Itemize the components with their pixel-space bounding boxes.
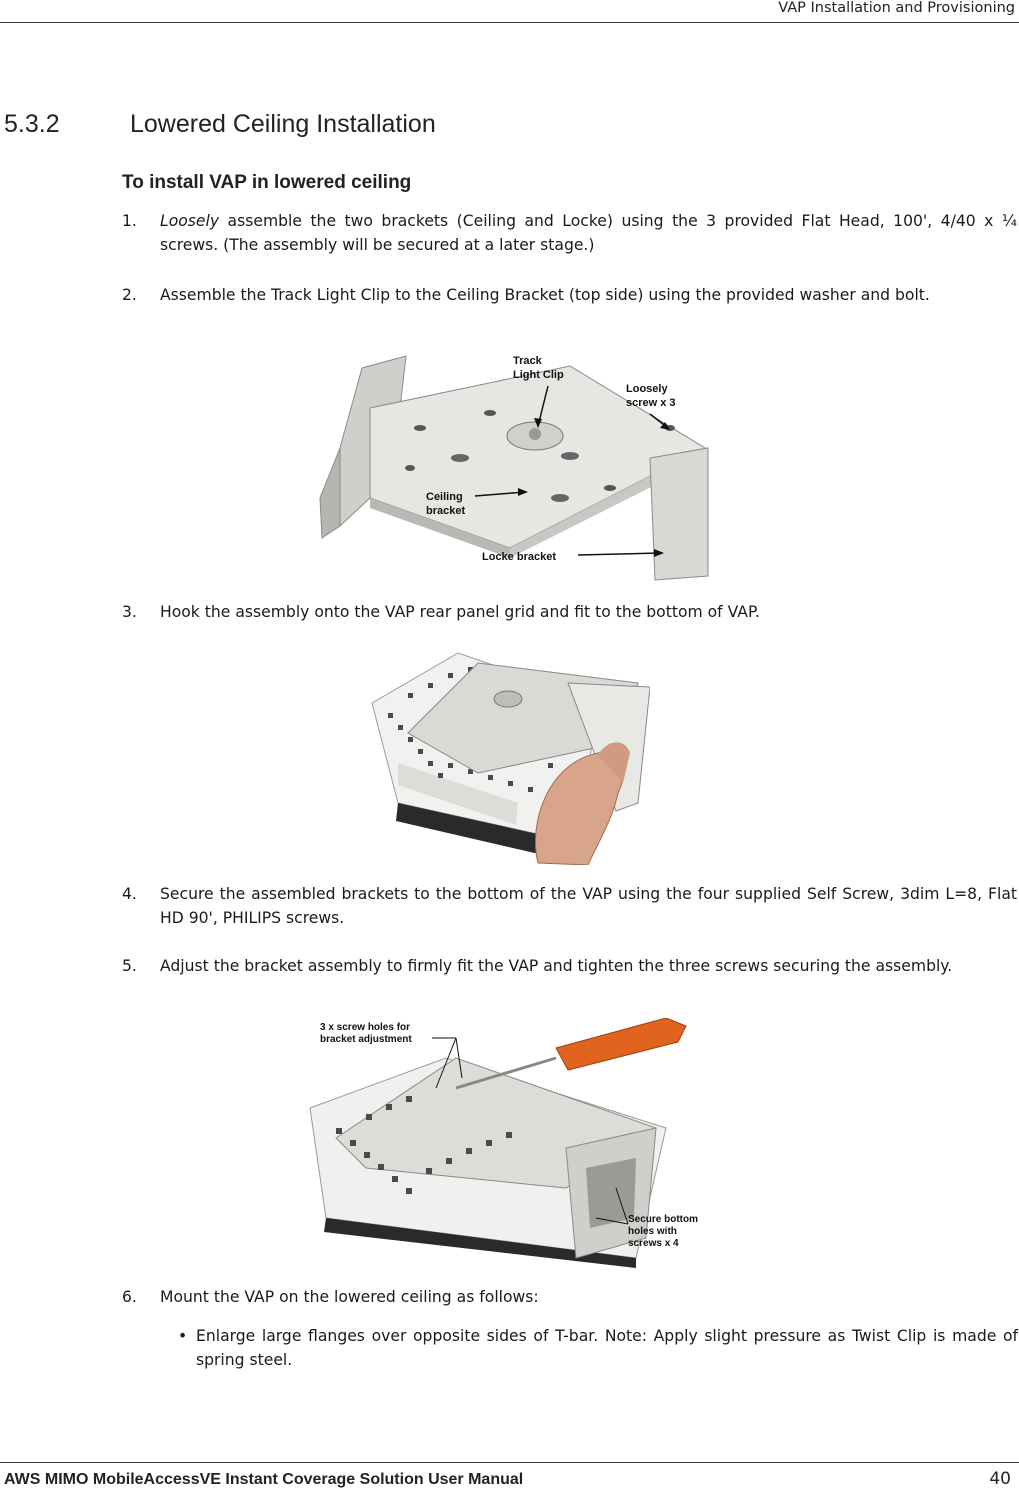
label-light-clip: Light Clip: [513, 369, 564, 381]
step-4: [122, 882, 1017, 930]
manual-title: AWS MIMO MobileAccessVE Instant Coverage Solution User Manual: [4, 1471, 524, 1488]
label-loosely: Loosely: [626, 383, 668, 395]
step-text: Secure the assembled brackets to the bottom of the VAP using the four supplied Self Screw, 3dim L=8, Flat HD 90', PHILIPS screws.: [160, 885, 1017, 927]
label-screw-holes: 3 x screw holes for: [320, 1022, 411, 1033]
bracket-adjust-figure: [306, 1018, 716, 1268]
label-holes-with: holes with: [628, 1226, 677, 1237]
step-emphasis: Loosely: [160, 212, 220, 230]
step-text: Assemble the Track Light Clip to the Ceiling Bracket (top side) using the provided washer and bolt.: [160, 286, 930, 304]
bullet-item: [178, 1324, 1018, 1372]
step-6: [122, 1285, 1017, 1309]
bullet-symbol: •: [178, 1327, 188, 1345]
bracket-assembly-figure: [310, 348, 710, 582]
procedure-title: To install VAP in lowered ceiling: [122, 172, 412, 193]
label-secure-bottom: Secure bottom: [628, 1214, 699, 1225]
step-number: 3.: [122, 603, 137, 621]
step-number: 4.: [122, 885, 137, 903]
label-bracket-adjustment: bracket adjustment: [320, 1034, 412, 1045]
header-title: VAP Installation and Provisioning: [778, 0, 1015, 16]
step-number: 5.: [122, 957, 137, 975]
label-bracket: bracket: [426, 505, 466, 517]
step-text: Loosely assemble the two brackets (Ceiling and Locke) using the 3 provided Flat Head, 100', 4/40 x ¼ screws. (The assembly will be secured at a later stage.): [160, 212, 1017, 254]
section-number: 5.3.2: [4, 110, 60, 138]
label-track: Track: [513, 355, 542, 367]
step-number: 2.: [122, 286, 137, 304]
step-1: [122, 209, 1017, 257]
label-locke-bracket: Locke bracket: [482, 551, 556, 563]
vap-hook-figure: [368, 643, 650, 865]
step-3: [122, 600, 1017, 624]
step-number: 1.: [122, 212, 137, 230]
step-5: [122, 954, 1017, 978]
page-header: [0, 0, 1019, 23]
label-screw-x3: screw x 3: [626, 397, 676, 409]
step-text: Mount the VAP on the lowered ceiling as follows:: [160, 1288, 539, 1306]
section-heading: [4, 110, 436, 139]
section-title: Lowered Ceiling Installation: [130, 110, 436, 138]
label-ceiling: Ceiling: [426, 491, 463, 503]
page-number: 40: [989, 1469, 1011, 1489]
label-screws-x4: screws x 4: [628, 1238, 679, 1249]
page-footer: [0, 1462, 1019, 1496]
step-text: Hook the assembly onto the VAP rear panel grid and fit to the bottom of VAP.: [160, 603, 760, 621]
step-number: 6.: [122, 1288, 137, 1306]
bullet-text: Enlarge large flanges over opposite sides of T-bar. Note: Apply slight pressure as Twist Clip is made of spring steel.: [196, 1327, 1018, 1369]
step-text: Adjust the bracket assembly to firmly fit the VAP and tighten the three screws securing the assembly.: [160, 957, 953, 975]
step-2: [122, 283, 1017, 307]
